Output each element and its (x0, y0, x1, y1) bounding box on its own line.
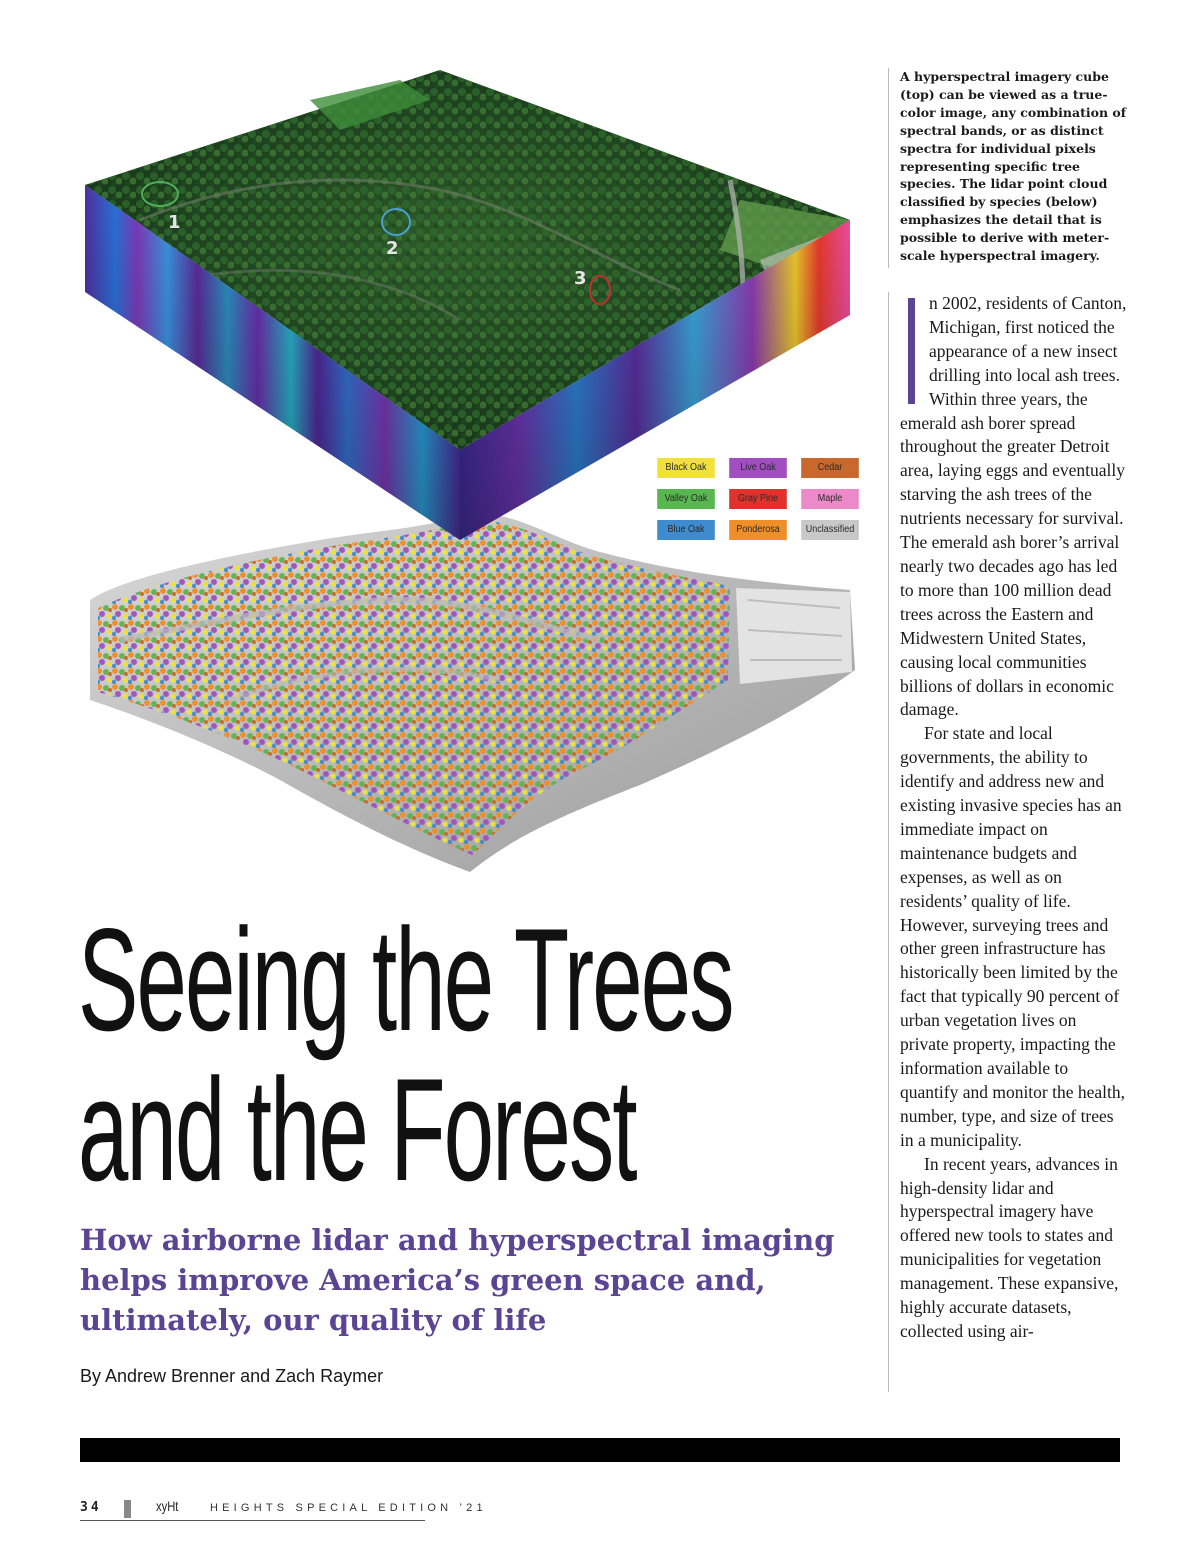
legend-chip-valley-oak: Valley Oak (657, 489, 715, 509)
publication-logo: xyHt (156, 1498, 179, 1514)
legend-chip-maple: Maple (801, 489, 859, 509)
body-paragraph-1 (900, 292, 1128, 722)
edition-label: HEIGHTS SPECIAL EDITION ’21 (210, 1502, 487, 1514)
marker-2-label: 2 (386, 238, 399, 259)
legend-chip-unclassified: Unclassified (801, 520, 859, 540)
footer-divider (124, 1500, 131, 1518)
legend-chip-blue-oak: Blue Oak (657, 520, 715, 540)
page-footer (80, 1498, 487, 1521)
body-paragraph-1-text: n 2002, residents of Canton, Michigan, first noticed the appearance of a new insect drilling into local ash trees. Within three years, the emerald ash borer spread throughout the greater Detroit area, laying eggs and eventually starving the ash trees of the nutrients necessary for survival. The emerald ash borer’s arrival nearly two decades ago has led to more than 100 million dead trees across the Eastern and Midwestern United States, causing local communities billions of dollars in economic damage. (900, 293, 1127, 720)
article-body (888, 292, 1128, 1392)
lidar-point-cloud (90, 514, 855, 872)
drop-cap-bar (908, 298, 915, 404)
headline-line-2: and the Forest (78, 1048, 636, 1211)
figure-caption: A hyperspectral imagery cube (top) can be viewed as a true-color image, any combination of spectral bands, or as distinct spectra for individual pixels representing specific tree species. The lidar point cloud classified by species (below) emphasizes the detail that is possible to derive with meter-scale hyperspectral imagery. (888, 68, 1132, 268)
page-number: 34 (80, 1500, 102, 1515)
legend-chip-live-oak: Live Oak (729, 458, 787, 478)
legend-chip-gray-pine: Gray Pine (729, 489, 787, 509)
species-legend (654, 458, 864, 540)
legend-chip-ponderosa: Ponderosa (729, 520, 787, 540)
marker-3-label: 3 (574, 268, 587, 289)
legend-chip-black-oak: Black Oak (657, 458, 715, 478)
byline: By Andrew Brenner and Zach Raymer (80, 1366, 384, 1386)
legend-chip-cedar: Cedar (801, 458, 859, 478)
subhead: How airborne lidar and hyperspectral imaging helps improve America’s green space and, ultimately, our quality of life (80, 1223, 835, 1337)
decorative-black-bar (80, 1438, 1120, 1462)
marker-1-label: 1 (168, 212, 181, 233)
headline (78, 898, 733, 1211)
body-paragraph-3: In recent years, advances in high-density lidar and hyperspectral imagery have offered new tools to states and municipalities for vegetation management. These expansive, highly accurate datasets, collected using air- (900, 1153, 1119, 1341)
body-paragraph-2: For state and local governments, the ability to identify and address new and existing invasive species has an immediate impact on maintenance budgets and expenses, as well as on residents’ quality of life. However, surveying trees and other green infrastructure has historically been limited by the fact that typically 90 percent of urban vegetation lives on private property, impacting the information available to quantify and monitor the health, number, type, and size of trees in a municipality. (900, 723, 1126, 1150)
headline-line-1: Seeing the Trees (78, 898, 733, 1061)
